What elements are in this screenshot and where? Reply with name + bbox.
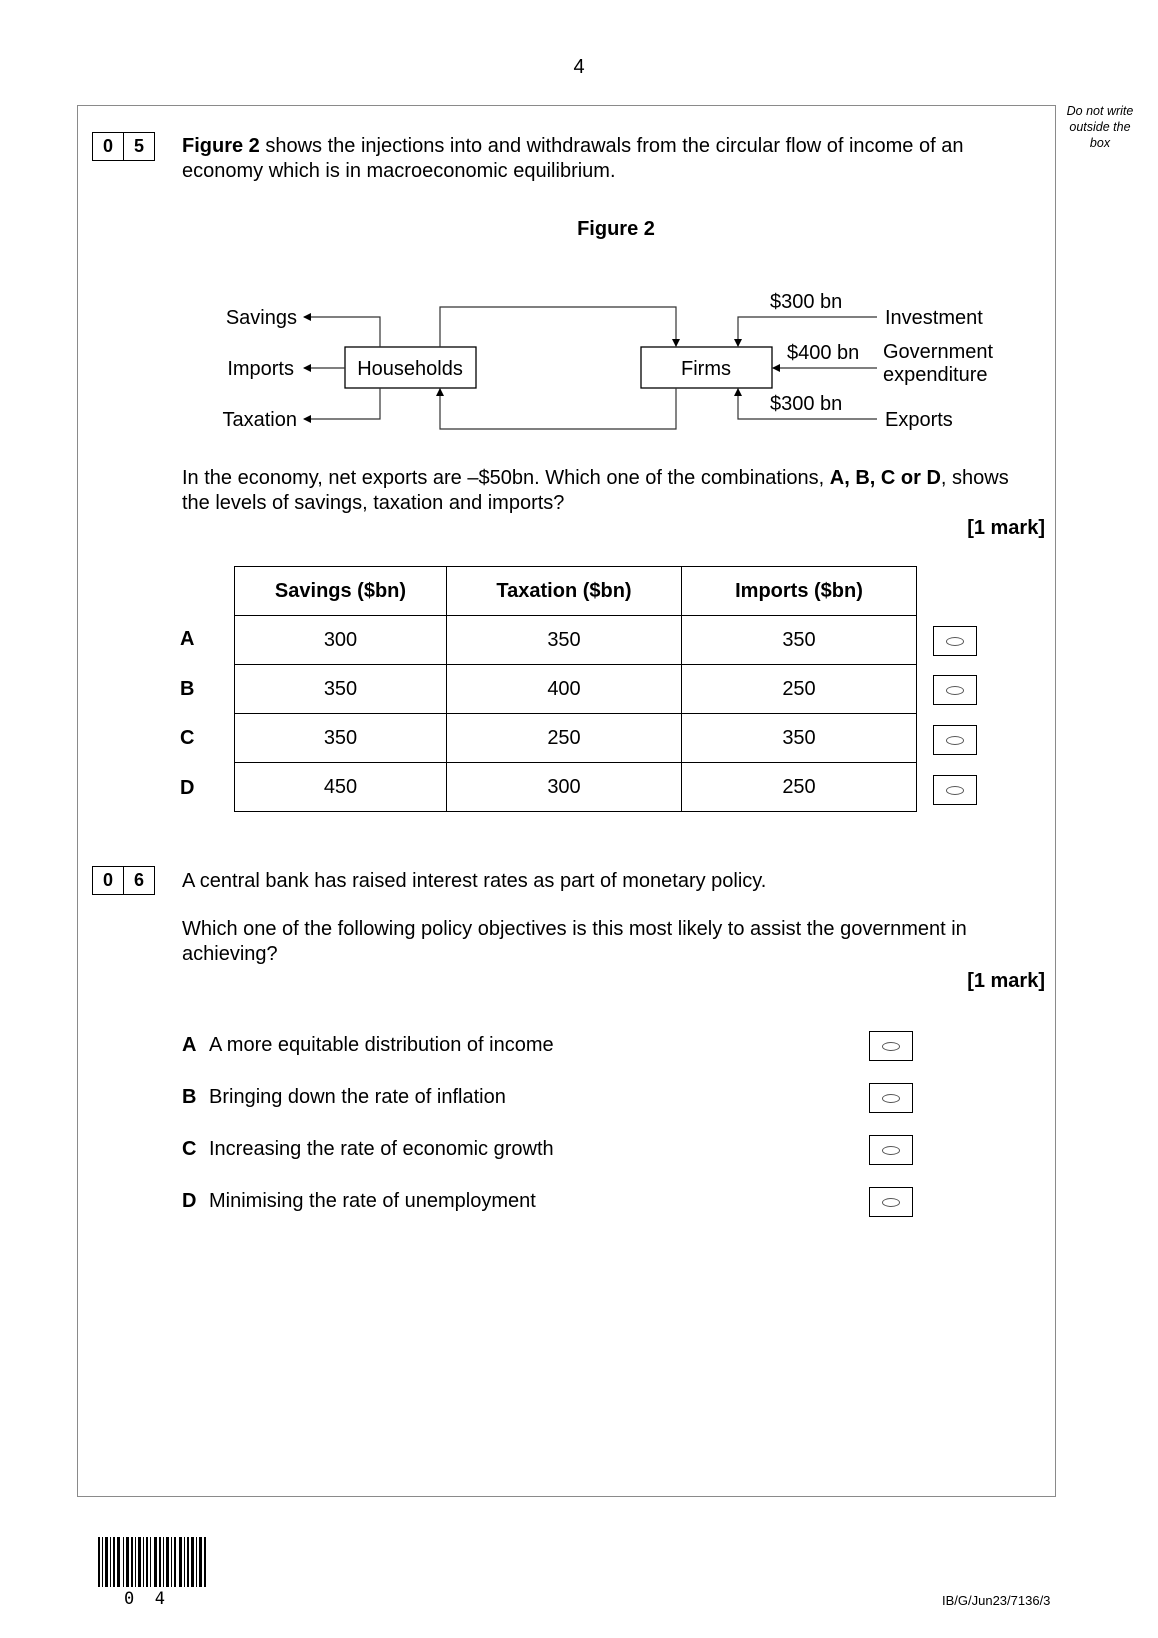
question-digit: 0 (102, 870, 113, 890)
taxation-label: Taxation (222, 409, 297, 431)
margin-note (1055, 103, 1145, 151)
cell-imports: 250 (682, 763, 917, 812)
page-number: 4 (573, 56, 585, 78)
lozenge-icon (882, 1146, 900, 1155)
government-expenditure-value: $400 bn (787, 342, 860, 364)
lozenge-icon (946, 686, 964, 695)
cell-savings: 350 (235, 665, 447, 714)
question-digit: 5 (123, 133, 154, 160)
cell-savings: 350 (235, 714, 447, 763)
cell-taxation: 400 (447, 665, 682, 714)
q06-option-b (182, 1086, 506, 1109)
q06-option-a (182, 1034, 554, 1057)
q05-answer-c-checkbox[interactable] (933, 725, 977, 755)
question-digit: 6 (123, 867, 154, 894)
q05-answer-b-checkbox[interactable] (933, 675, 977, 705)
row-letter-d: D (180, 777, 195, 799)
lozenge-icon (882, 1042, 900, 1051)
option-text: A more equitable distribution of income (209, 1034, 554, 1056)
q06-mark: [1 mark] (967, 970, 1045, 992)
option-text: Increasing the rate of economic growth (209, 1138, 554, 1160)
option-letter: A (182, 1034, 197, 1056)
government-label: Government (883, 341, 994, 363)
lozenge-icon (946, 736, 964, 745)
margin-note-line: Do not write (1066, 104, 1134, 118)
q05-intro (182, 134, 1032, 184)
imports-label: Imports (227, 358, 294, 380)
cell-savings: 450 (235, 763, 447, 812)
circular-flow-diagram (200, 270, 1020, 440)
option-letter: B (182, 1086, 197, 1108)
header-taxation: Taxation ($bn) (447, 567, 682, 616)
barcode-label: 0 4 (124, 1589, 165, 1609)
q05-question-options: A, B, C or D (829, 467, 941, 489)
q06-question: Which one of the following policy objectives is this most likely to assist the government in achieving? (182, 918, 967, 965)
q06-statement: A central bank has raised interest rates as part of monetary policy. (182, 870, 767, 892)
question-digit: 0 (102, 136, 113, 156)
lozenge-icon (946, 786, 964, 795)
barcode-icon (98, 1537, 206, 1587)
q06-option-c (182, 1138, 554, 1161)
q06-answer-b-checkbox[interactable] (869, 1083, 913, 1113)
lozenge-icon (882, 1198, 900, 1207)
figure-reference: Figure 2 (182, 135, 260, 157)
option-text: Minimising the rate of unemployment (209, 1190, 536, 1212)
row-letter-c: C (180, 727, 195, 749)
q06-answer-a-checkbox[interactable] (869, 1031, 913, 1061)
expenditure-label: expenditure (883, 364, 988, 386)
lozenge-icon (946, 637, 964, 646)
q05-question-text: In the economy, net exports are –$50bn. Which one of the combinations, (182, 467, 830, 489)
option-letter: C (182, 1138, 197, 1160)
row-letter-a: A (180, 628, 195, 650)
cell-taxation: 300 (447, 763, 682, 812)
q06-option-d (182, 1190, 536, 1213)
households-label: Households (357, 358, 463, 380)
paper-reference: IB/G/Jun23/7136/3 (942, 1593, 1051, 1608)
exports-value: $300 bn (770, 393, 843, 415)
header-imports: Imports ($bn) (682, 567, 917, 616)
question-number-06 (92, 866, 155, 895)
exports-label: Exports (885, 409, 953, 431)
q05-intro-text: shows the injections into and withdrawals from the circular flow of income of an economy which is in macroeconomic equilibrium. (182, 135, 964, 182)
option-text: Bringing down the rate of inflation (209, 1086, 506, 1108)
cell-taxation: 350 (447, 616, 682, 665)
cell-imports: 350 (682, 714, 917, 763)
table-header-row (235, 567, 917, 616)
margin-note-line: outside the (1069, 120, 1131, 134)
firms-label: Firms (681, 358, 731, 380)
q05-answer-d-checkbox[interactable] (933, 775, 977, 805)
table-row (235, 714, 917, 763)
q05-answer-a-checkbox[interactable] (933, 626, 977, 656)
question-number-05 (92, 132, 155, 161)
combinations-table (234, 566, 917, 812)
cell-taxation: 250 (447, 714, 682, 763)
savings-label: Savings (225, 307, 297, 329)
cell-savings: 300 (235, 616, 447, 665)
cell-imports: 350 (682, 616, 917, 665)
margin-note-line: box (1089, 136, 1111, 150)
row-letter-b: B (180, 678, 195, 700)
option-letter: D (182, 1190, 197, 1212)
q06-answer-d-checkbox[interactable] (869, 1187, 913, 1217)
q05-mark: [1 mark] (967, 517, 1045, 539)
q05-question-text: , shows the levels of savings, taxation and imports? (182, 467, 1009, 514)
investment-label: Investment (885, 307, 983, 329)
figure-title: Figure 2 (577, 218, 655, 240)
q06-answer-c-checkbox[interactable] (869, 1135, 913, 1165)
cell-imports: 250 (682, 665, 917, 714)
lozenge-icon (882, 1094, 900, 1103)
table-row (235, 665, 917, 714)
table-row (235, 616, 917, 665)
investment-value: $300 bn (770, 291, 843, 313)
table-row (235, 763, 917, 812)
header-savings: Savings ($bn) (235, 567, 447, 616)
q05-question (182, 466, 1032, 516)
